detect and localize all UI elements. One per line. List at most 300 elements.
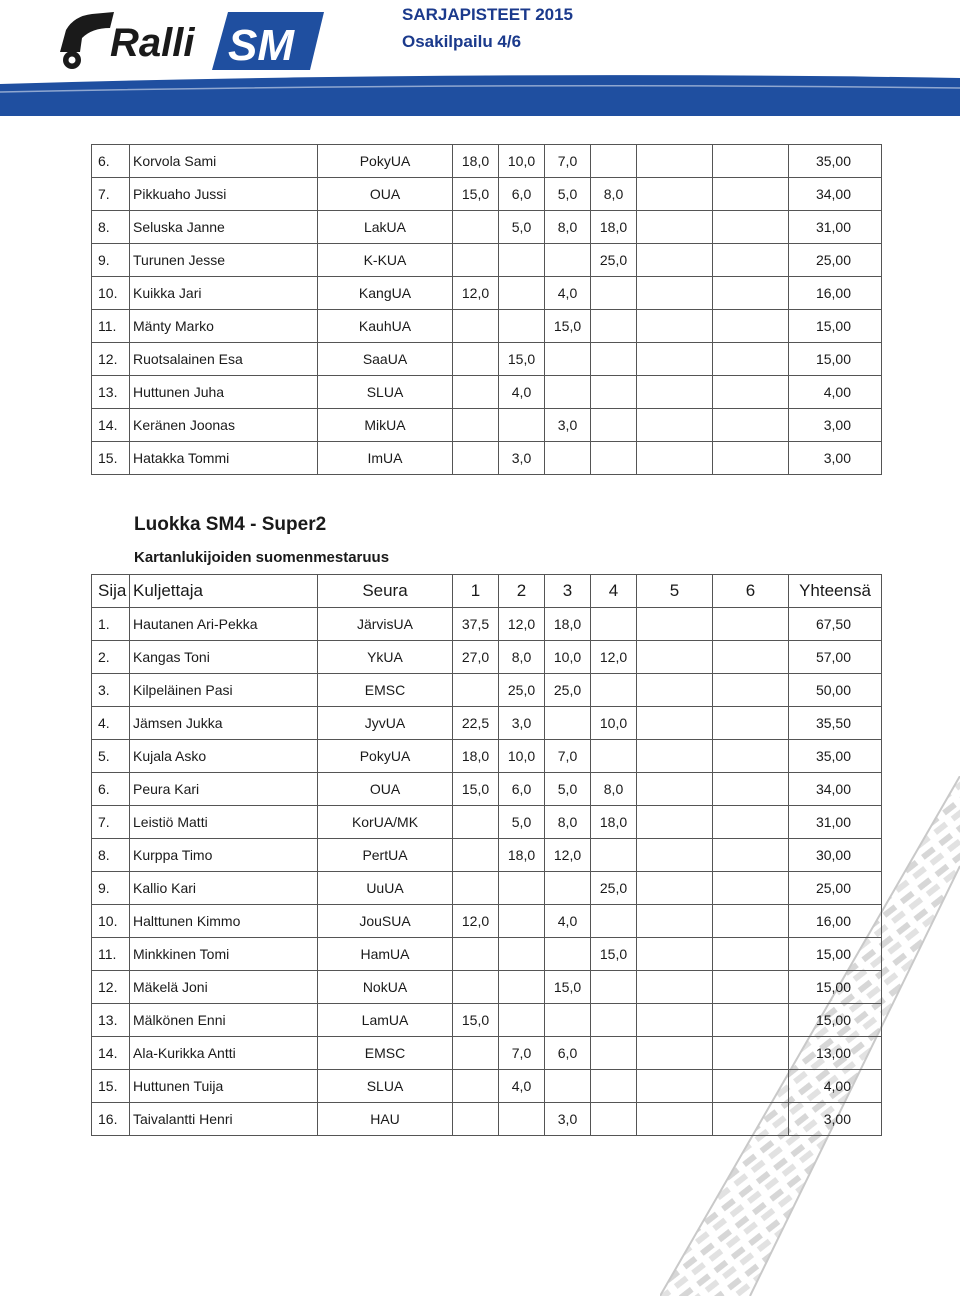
club-cell: SaaUA	[318, 343, 453, 376]
table-row	[92, 608, 882, 641]
header-driver: Kuljettaja	[130, 575, 318, 608]
round-6-cell	[713, 277, 789, 310]
table-row	[92, 641, 882, 674]
total-cell: 31,00	[789, 211, 882, 244]
round-6-cell	[713, 211, 789, 244]
round-1-cell: 22,5	[453, 707, 499, 740]
round-1-cell	[453, 674, 499, 707]
round-1-cell	[453, 1070, 499, 1103]
round-4-cell: 15,0	[591, 938, 637, 971]
table-row	[92, 343, 882, 376]
position-cell: 10.	[92, 905, 130, 938]
round-6-cell	[713, 608, 789, 641]
round-3-cell	[545, 1004, 591, 1037]
table-row	[92, 971, 882, 1004]
total-cell: 3,00	[789, 1103, 882, 1136]
round-2-cell: 4,0	[499, 1070, 545, 1103]
round-3-cell: 4,0	[545, 905, 591, 938]
round-2-cell	[499, 1103, 545, 1136]
round-1-cell	[453, 409, 499, 442]
club-cell: KangUA	[318, 277, 453, 310]
round-1-cell	[453, 839, 499, 872]
round-4-cell: 8,0	[591, 178, 637, 211]
position-cell: 13.	[92, 376, 130, 409]
round-4-cell	[591, 277, 637, 310]
club-cell: JouSUA	[318, 905, 453, 938]
round-3-cell	[545, 872, 591, 905]
round-2-cell: 7,0	[499, 1037, 545, 1070]
round-5-cell	[637, 310, 713, 343]
driver-cell: Kallio Kari	[130, 872, 318, 905]
driver-cell: Korvola Sami	[130, 145, 318, 178]
round-2-cell: 25,0	[499, 674, 545, 707]
round-6-cell	[713, 1004, 789, 1037]
round-3-cell	[545, 1070, 591, 1103]
round-1-cell	[453, 244, 499, 277]
club-cell: OUA	[318, 178, 453, 211]
round-4-cell: 18,0	[591, 211, 637, 244]
header-total: Yhteensä	[789, 575, 882, 608]
round-6-cell	[713, 938, 789, 971]
total-cell: 67,50	[789, 608, 882, 641]
club-cell: SLUA	[318, 376, 453, 409]
round-5-cell	[637, 244, 713, 277]
club-cell: YkUA	[318, 641, 453, 674]
driver-cell: Kuikka Jari	[130, 277, 318, 310]
round-2-cell: 15,0	[499, 343, 545, 376]
round-3-cell: 5,0	[545, 178, 591, 211]
round-5-cell	[637, 211, 713, 244]
round-4-cell	[591, 905, 637, 938]
round-5-cell	[637, 608, 713, 641]
round-2-cell: 8,0	[499, 641, 545, 674]
club-cell: LamUA	[318, 1004, 453, 1037]
round-4-cell	[591, 442, 637, 475]
total-cell: 16,00	[789, 905, 882, 938]
club-cell: HAU	[318, 1103, 453, 1136]
header-round-2: 2	[499, 575, 545, 608]
club-cell: MikUA	[318, 409, 453, 442]
round-3-cell: 7,0	[545, 145, 591, 178]
round-3-cell: 3,0	[545, 409, 591, 442]
round-4-cell: 10,0	[591, 707, 637, 740]
round-1-cell: 15,0	[453, 1004, 499, 1037]
round-3-cell: 4,0	[545, 277, 591, 310]
club-cell: JärvisUA	[318, 608, 453, 641]
position-cell: 12.	[92, 343, 130, 376]
club-cell: EMSC	[318, 1037, 453, 1070]
table-row	[92, 211, 882, 244]
total-cell: 16,00	[789, 277, 882, 310]
round-4-cell	[591, 971, 637, 1004]
driver-cell: Seluska Janne	[130, 211, 318, 244]
round-4-cell	[591, 343, 637, 376]
position-cell: 11.	[92, 310, 130, 343]
round-5-cell	[637, 1004, 713, 1037]
position-cell: 15.	[92, 1070, 130, 1103]
ralli-sm-logo	[52, 4, 332, 76]
driver-cell: Peura Kari	[130, 773, 318, 806]
driver-cell: Jämsen Jukka	[130, 707, 318, 740]
driver-cell: Keränen Joonas	[130, 409, 318, 442]
round-4-cell: 8,0	[591, 773, 637, 806]
round-6-cell	[713, 244, 789, 277]
header-round-3: 3	[545, 575, 591, 608]
driver-cell: Mänty Marko	[130, 310, 318, 343]
round-6-cell	[713, 839, 789, 872]
round-4-cell: 12,0	[591, 641, 637, 674]
round-1-cell	[453, 211, 499, 244]
header-round-5: 5	[637, 575, 713, 608]
round-5-cell	[637, 145, 713, 178]
position-cell: 15.	[92, 442, 130, 475]
round-3-cell: 25,0	[545, 674, 591, 707]
round-3-cell: 18,0	[545, 608, 591, 641]
club-cell: PokyUA	[318, 740, 453, 773]
round-5-cell	[637, 872, 713, 905]
position-cell: 4.	[92, 707, 130, 740]
round-4-cell	[591, 145, 637, 178]
round-3-cell: 10,0	[545, 641, 591, 674]
round-3-cell: 8,0	[545, 211, 591, 244]
round-6-cell	[713, 178, 789, 211]
club-cell: EMSC	[318, 674, 453, 707]
round-4-cell: 25,0	[591, 872, 637, 905]
round-1-cell	[453, 343, 499, 376]
round-6-cell	[713, 872, 789, 905]
round-1-cell: 15,0	[453, 773, 499, 806]
round-1-cell: 12,0	[453, 905, 499, 938]
table-row	[92, 1037, 882, 1070]
round-6-cell	[713, 145, 789, 178]
round-3-cell	[545, 376, 591, 409]
round-3-cell	[545, 343, 591, 376]
round-1-cell: 12,0	[453, 277, 499, 310]
total-cell: 15,00	[789, 1004, 882, 1037]
total-cell: 57,00	[789, 641, 882, 674]
driver-cell: Kujala Asko	[130, 740, 318, 773]
round-5-cell	[637, 905, 713, 938]
club-cell: PertUA	[318, 839, 453, 872]
table-row	[92, 277, 882, 310]
driver-cell: Huttunen Tuija	[130, 1070, 318, 1103]
round-5-cell	[637, 938, 713, 971]
round-1-cell	[453, 806, 499, 839]
round-2-cell	[499, 905, 545, 938]
header-round-1: 1	[453, 575, 499, 608]
driver-cell: Huttunen Juha	[130, 376, 318, 409]
round-5-cell	[637, 1070, 713, 1103]
club-cell: JyvUA	[318, 707, 453, 740]
page-header	[0, 0, 960, 116]
club-cell: NokUA	[318, 971, 453, 1004]
round-6-cell	[713, 376, 789, 409]
table1-body	[92, 145, 882, 475]
total-cell: 34,00	[789, 773, 882, 806]
round-2-cell: 5,0	[499, 211, 545, 244]
round-5-cell	[637, 707, 713, 740]
position-cell: 9.	[92, 872, 130, 905]
round-2-cell: 10,0	[499, 740, 545, 773]
table-row	[92, 409, 882, 442]
round-6-cell	[713, 740, 789, 773]
round-6-cell	[713, 442, 789, 475]
round-1-cell	[453, 971, 499, 1004]
table-row	[92, 1004, 882, 1037]
total-cell: 15,00	[789, 343, 882, 376]
total-cell: 15,00	[789, 938, 882, 971]
round-5-cell	[637, 277, 713, 310]
round-5-cell	[637, 178, 713, 211]
header-position: Sija	[92, 575, 130, 608]
round-6-cell	[713, 1070, 789, 1103]
round-6-cell	[713, 641, 789, 674]
header-round-6: 6	[713, 575, 789, 608]
round-4-cell: 18,0	[591, 806, 637, 839]
round-4-cell	[591, 409, 637, 442]
round-1-cell	[453, 938, 499, 971]
round-2-cell: 3,0	[499, 442, 545, 475]
round-2-cell	[499, 971, 545, 1004]
table-row	[92, 376, 882, 409]
round-5-cell	[637, 740, 713, 773]
total-cell: 3,00	[789, 409, 882, 442]
round-3-cell: 5,0	[545, 773, 591, 806]
table-row	[92, 806, 882, 839]
round-4-cell	[591, 1103, 637, 1136]
round-1-cell	[453, 872, 499, 905]
position-cell: 8.	[92, 839, 130, 872]
position-cell: 10.	[92, 277, 130, 310]
round-2-cell: 4,0	[499, 376, 545, 409]
driver-cell: Halttunen Kimmo	[130, 905, 318, 938]
round-4-cell	[591, 740, 637, 773]
table-row	[92, 442, 882, 475]
round-2-cell	[499, 938, 545, 971]
driver-cell: Kangas Toni	[130, 641, 318, 674]
position-cell: 12.	[92, 971, 130, 1004]
round-2-cell	[499, 409, 545, 442]
driver-cell: Hautanen Ari-Pekka	[130, 608, 318, 641]
position-cell: 9.	[92, 244, 130, 277]
round-1-cell: 18,0	[453, 740, 499, 773]
round-3-cell	[545, 707, 591, 740]
round-6-cell	[713, 1103, 789, 1136]
round-6-cell	[713, 409, 789, 442]
position-cell: 13.	[92, 1004, 130, 1037]
total-cell: 35,50	[789, 707, 882, 740]
club-cell: UuUA	[318, 872, 453, 905]
round-4-cell	[591, 1037, 637, 1070]
round-2-cell: 12,0	[499, 608, 545, 641]
round-5-cell	[637, 442, 713, 475]
round-1-cell	[453, 1037, 499, 1070]
position-cell: 6.	[92, 773, 130, 806]
driver-cell: Leistiö Matti	[130, 806, 318, 839]
total-cell: 4,00	[789, 376, 882, 409]
total-cell: 35,00	[789, 145, 882, 178]
round-5-cell	[637, 343, 713, 376]
position-cell: 5.	[92, 740, 130, 773]
page-title: SARJAPISTEET 2015	[402, 5, 574, 24]
table-row	[92, 707, 882, 740]
club-cell: SLUA	[318, 1070, 453, 1103]
svg-text:SM: SM	[228, 21, 294, 70]
round-3-cell: 8,0	[545, 806, 591, 839]
total-cell: 34,00	[789, 178, 882, 211]
total-cell: 31,00	[789, 806, 882, 839]
driver-cell: Mäkelä Joni	[130, 971, 318, 1004]
club-cell: KorUA/MK	[318, 806, 453, 839]
total-cell: 35,00	[789, 740, 882, 773]
table-row	[92, 773, 882, 806]
club-cell: K-KUA	[318, 244, 453, 277]
round-1-cell: 27,0	[453, 641, 499, 674]
round-6-cell	[713, 343, 789, 376]
round-1-cell	[453, 310, 499, 343]
total-cell: 25,00	[789, 244, 882, 277]
club-cell: PokyUA	[318, 145, 453, 178]
round-5-cell	[637, 839, 713, 872]
round-5-cell	[637, 376, 713, 409]
table-row	[92, 938, 882, 971]
club-cell: HamUA	[318, 938, 453, 971]
table-row	[92, 740, 882, 773]
round-2-cell: 6,0	[499, 773, 545, 806]
round-6-cell	[713, 1037, 789, 1070]
driver-cell: Ala-Kurikka Antti	[130, 1037, 318, 1070]
round-4-cell	[591, 310, 637, 343]
club-cell: ImUA	[318, 442, 453, 475]
results-table-sm4-super2	[91, 574, 882, 1136]
table-row	[92, 839, 882, 872]
table-row	[92, 178, 882, 211]
round-1-cell	[453, 376, 499, 409]
table-row	[92, 310, 882, 343]
results-table-previous-class	[91, 144, 882, 475]
driver-cell: Pikkuaho Jussi	[130, 178, 318, 211]
position-cell: 6.	[92, 145, 130, 178]
table2-body	[92, 608, 882, 1136]
round-3-cell: 3,0	[545, 1103, 591, 1136]
table-row	[92, 674, 882, 707]
page-subtitle: Osakilpailu 4/6	[402, 32, 522, 51]
header-round-4: 4	[591, 575, 637, 608]
round-5-cell	[637, 641, 713, 674]
position-cell: 2.	[92, 641, 130, 674]
total-cell: 13,00	[789, 1037, 882, 1070]
table-row	[92, 1070, 882, 1103]
round-3-cell: 6,0	[545, 1037, 591, 1070]
driver-cell: Minkkinen Tomi	[130, 938, 318, 971]
round-2-cell: 6,0	[499, 178, 545, 211]
round-6-cell	[713, 310, 789, 343]
round-5-cell	[637, 409, 713, 442]
round-4-cell	[591, 1070, 637, 1103]
round-6-cell	[713, 707, 789, 740]
position-cell: 7.	[92, 806, 130, 839]
round-2-cell: 3,0	[499, 707, 545, 740]
round-5-cell	[637, 971, 713, 1004]
driver-cell: Mälkönen Enni	[130, 1004, 318, 1037]
class-subtitle: Kartanlukijoiden suomenmestaruus	[134, 549, 390, 566]
round-4-cell	[591, 608, 637, 641]
round-3-cell: 7,0	[545, 740, 591, 773]
club-cell: LakUA	[318, 211, 453, 244]
club-cell: KauhUA	[318, 310, 453, 343]
round-5-cell	[637, 806, 713, 839]
position-cell: 8.	[92, 211, 130, 244]
round-3-cell	[545, 244, 591, 277]
position-cell: 3.	[92, 674, 130, 707]
table-row	[92, 244, 882, 277]
round-2-cell: 18,0	[499, 839, 545, 872]
total-cell: 25,00	[789, 872, 882, 905]
round-6-cell	[713, 773, 789, 806]
round-4-cell	[591, 839, 637, 872]
round-2-cell: 5,0	[499, 806, 545, 839]
round-6-cell	[713, 806, 789, 839]
round-5-cell	[637, 1037, 713, 1070]
round-2-cell: 10,0	[499, 145, 545, 178]
round-2-cell	[499, 1004, 545, 1037]
header-club: Seura	[318, 575, 453, 608]
driver-cell: Turunen Jesse	[130, 244, 318, 277]
round-3-cell: 15,0	[545, 971, 591, 1004]
table-row	[92, 872, 882, 905]
round-3-cell	[545, 442, 591, 475]
position-cell: 14.	[92, 1037, 130, 1070]
round-1-cell: 18,0	[453, 145, 499, 178]
position-cell: 14.	[92, 409, 130, 442]
driver-cell: Ruotsalainen Esa	[130, 343, 318, 376]
driver-cell: Kurppa Timo	[130, 839, 318, 872]
round-4-cell	[591, 1004, 637, 1037]
class-title: Luokka SM4 - Super2	[134, 514, 327, 535]
round-3-cell: 12,0	[545, 839, 591, 872]
total-cell: 30,00	[789, 839, 882, 872]
round-3-cell: 15,0	[545, 310, 591, 343]
round-5-cell	[637, 1103, 713, 1136]
total-cell: 15,00	[789, 310, 882, 343]
round-1-cell	[453, 1103, 499, 1136]
table-row	[92, 145, 882, 178]
round-4-cell	[591, 674, 637, 707]
round-1-cell: 37,5	[453, 608, 499, 641]
round-4-cell	[591, 376, 637, 409]
round-6-cell	[713, 674, 789, 707]
position-cell: 7.	[92, 178, 130, 211]
driver-cell: Taivalantti Henri	[130, 1103, 318, 1136]
total-cell: 3,00	[789, 442, 882, 475]
round-2-cell	[499, 244, 545, 277]
round-6-cell	[713, 971, 789, 1004]
svg-text:Ralli: Ralli	[110, 21, 195, 65]
round-2-cell	[499, 277, 545, 310]
round-6-cell	[713, 905, 789, 938]
round-4-cell: 25,0	[591, 244, 637, 277]
round-2-cell	[499, 872, 545, 905]
round-2-cell	[499, 310, 545, 343]
table-row	[92, 1103, 882, 1136]
position-cell: 11.	[92, 938, 130, 971]
position-cell: 1.	[92, 608, 130, 641]
table-row	[92, 905, 882, 938]
driver-cell: Kilpeläinen Pasi	[130, 674, 318, 707]
round-5-cell	[637, 674, 713, 707]
total-cell: 4,00	[789, 1070, 882, 1103]
round-1-cell: 15,0	[453, 178, 499, 211]
